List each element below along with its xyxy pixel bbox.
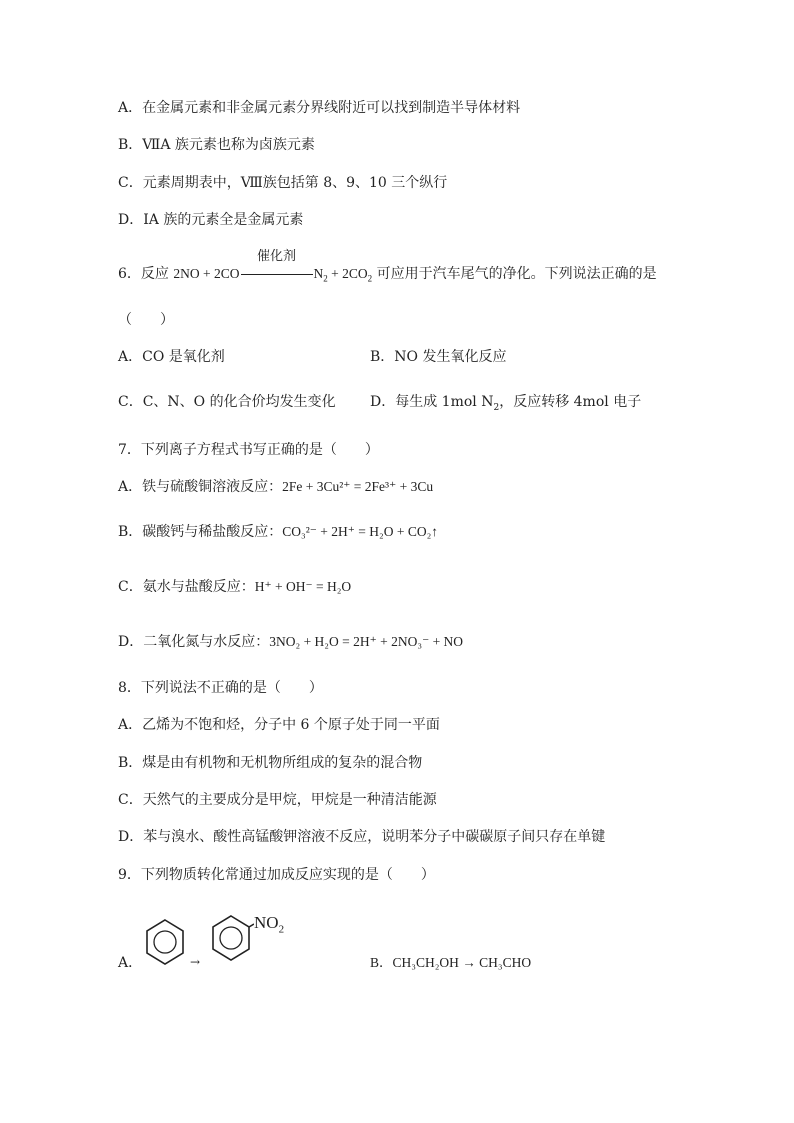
nitro-group: $NO_2$ (254, 913, 285, 936)
q6-suffix: 可应用于汽车尾气的净化。下列说法正确的是 (372, 266, 657, 282)
q6-prefix: 6．反应 (118, 266, 169, 282)
q9-stem: 9．下列物质转化常通过加成反应实现的是（ ） (118, 867, 435, 883)
q6-option-a: A．CO 是氧化剂 (118, 349, 225, 365)
q9-option-a-label: A． (118, 955, 143, 971)
catalyst-label: 催化剂 (256, 249, 296, 264)
q8-stem: 8．下列说法不正确的是（ ） (118, 680, 323, 696)
q6-eq-n: N (313, 266, 324, 281)
q7-option-d: D．二氧化氮与水反应：3NO₂ + H₂O = 2H⁺ + 2NO₃⁻ + NO (118, 634, 464, 650)
q5-option-b: B．ⅦA 族元素也称为卤族元素 (118, 137, 315, 153)
catalyst-arrow (241, 249, 313, 284)
nitro-label: NO (254, 913, 279, 932)
q6-option-b: B．NO 发生氧化反应 (370, 349, 507, 365)
q7-option-a: A．铁与硫酸铜溶液反应：2Fe + 3Cu²⁺ = 2Fe³⁺ + 3Cu (118, 479, 434, 495)
q8-option-b: B．煤是由有机物和无机物所组成的复杂的混合物 (118, 755, 423, 771)
q5-option-c: C．元素周期表中，Ⅷ族包括第 8、9、10 三个纵行 (118, 175, 448, 191)
reaction-arrow: → (190, 955, 201, 969)
q6-option-c: C．C、N、O 的化合价均发生变化 (118, 394, 336, 410)
q8-option-c: C．天然气的主要成分是甲烷，甲烷是一种清洁能源 (118, 792, 437, 808)
benzene-icon (143, 917, 187, 967)
q6-option-d: D．每生成 1mol $N_2$，反应转移 4mol 电子 (370, 394, 642, 413)
q6-eq-left: 2NO + 2CO (173, 266, 240, 281)
q6-bracket: （ ） (118, 312, 174, 328)
q7-option-c: C．氨水与盐酸反应：H⁺ + OH⁻ = H₂O (118, 579, 352, 595)
q5-option-a: A．在金属元素和非金属元素分界线附近可以找到制造半导体材料 (118, 100, 521, 116)
q8-option-d: D．苯与溴水、酸性高锰酸钾溶液不反应，说明苯分子中碳碳原子间只存在单键 (118, 829, 606, 845)
q5-option-d: D．ⅠA 族的元素全是金属元素 (118, 212, 304, 228)
q6-stem: 6．反应 2NO + 2CO 催化剂 $N_2 + 2CO_2$ 可应用于汽车尾气的净化。下列说法正确的是 (118, 249, 657, 284)
q6-eq-co: + 2CO (327, 266, 368, 281)
q7-stem: 7．下列离子方程式书写正确的是（ ） (118, 442, 379, 458)
q8-option-a: A．乙烯为不饱和烃，分子中 6 个原子处于同一平面 (118, 717, 440, 733)
q7-option-b: B．碳酸钙与稀盐酸反应：CO₃²⁻ + 2H⁺ = H₂O + CO₂↑ (118, 524, 439, 540)
nitrobenzene-icon (208, 913, 254, 963)
q9-option-b: B．CH₃CH₂OH → CH₃CHO (370, 955, 532, 970)
